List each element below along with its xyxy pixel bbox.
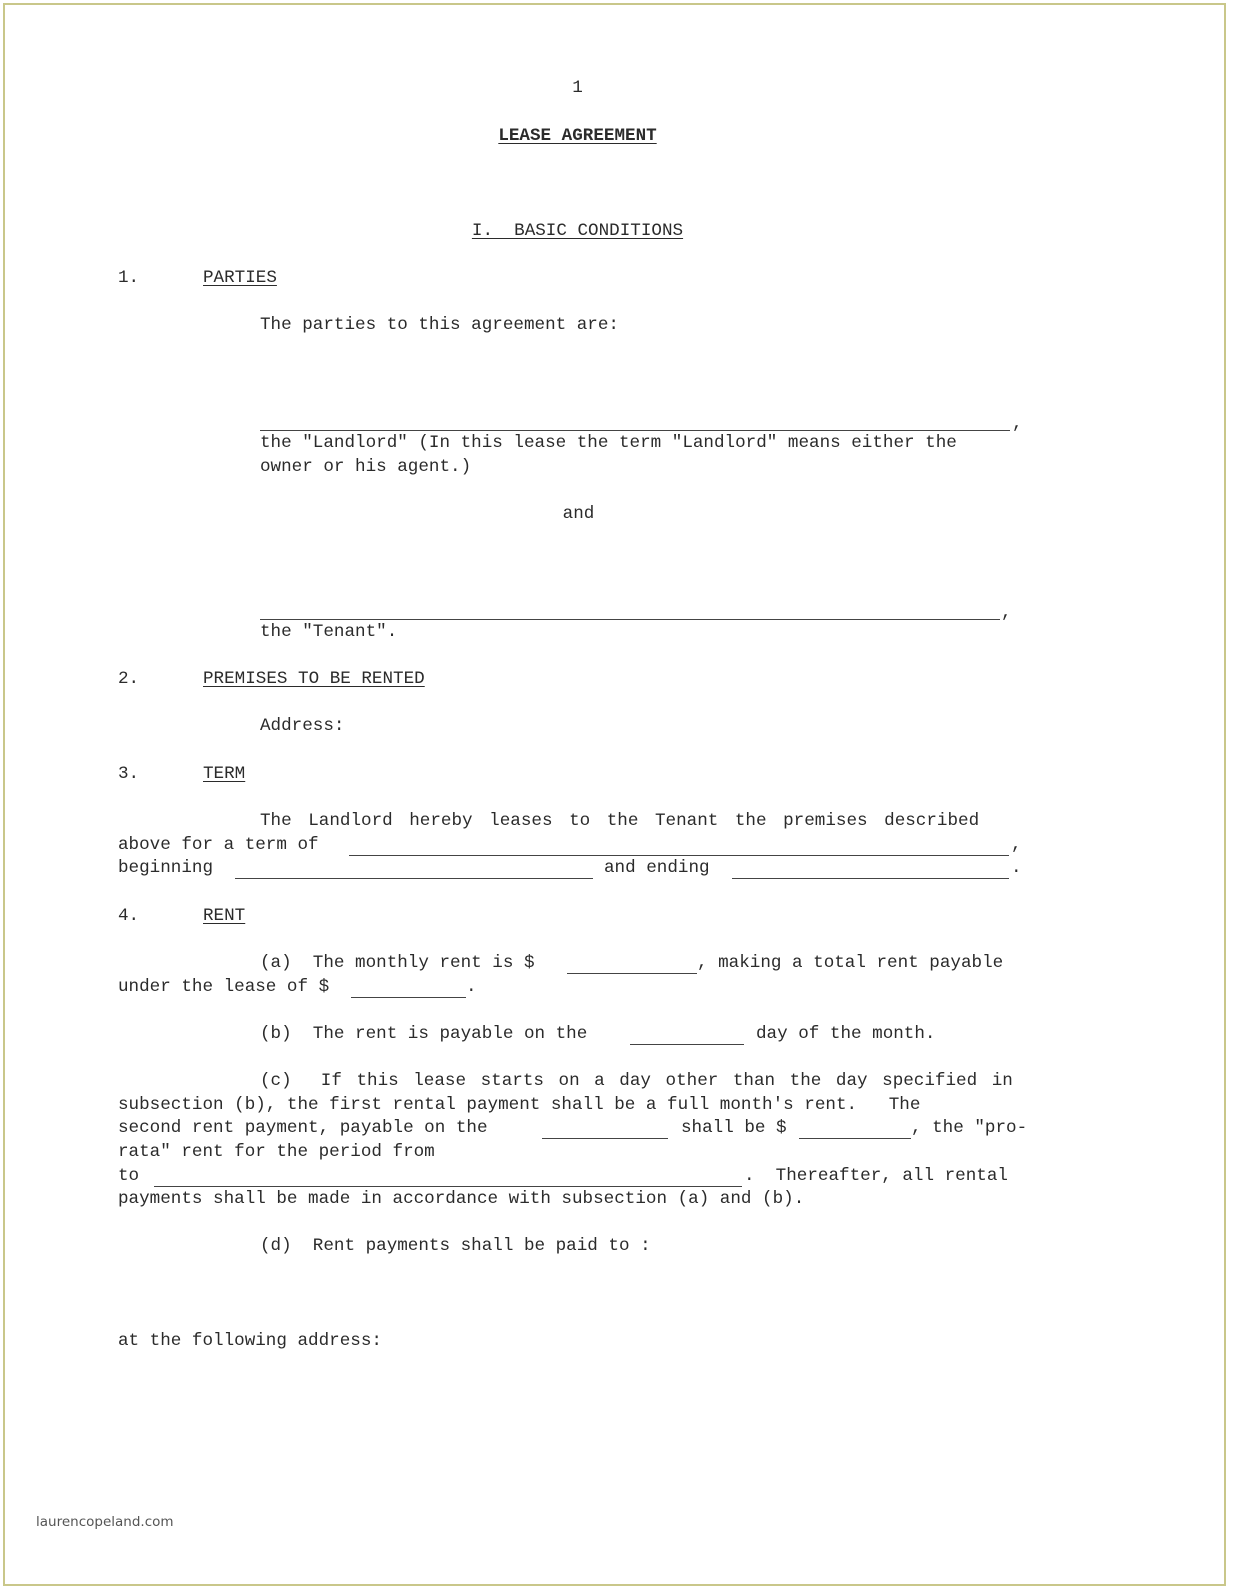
rent-b-text-2: day of the month.	[756, 1024, 936, 1044]
term-above-for: above for a term of	[118, 835, 319, 855]
parties-intro: The parties to this agreement are:	[260, 315, 619, 335]
rent-a-period: .	[466, 977, 477, 997]
rent-d-text: (d) Rent payments shall be paid to :	[260, 1236, 651, 1256]
section-4-number: 4.	[118, 906, 140, 926]
tenant-definition: the "Tenant".	[260, 622, 398, 642]
second-payment-date-blank[interactable]	[542, 1138, 668, 1139]
total-rent-blank[interactable]	[351, 997, 466, 998]
rent-c-text-5b: . Thereafter, all rental	[744, 1166, 1008, 1186]
term-length-blank[interactable]	[349, 855, 1009, 856]
prorata-amount-blank[interactable]	[799, 1138, 911, 1139]
landlord-name-blank[interactable]	[260, 430, 1010, 431]
term-end-date-blank[interactable]	[732, 878, 1009, 879]
landlord-text: the "Landlord" (In this lease the term "Landlord" means either the	[260, 433, 957, 453]
section-heading: I. BASIC CONDITIONS	[471, 221, 684, 241]
rent-a-text-1: (a) The monthly rent is $	[260, 953, 535, 973]
section-4-heading: RENT	[203, 906, 246, 926]
tenant-comma: ,	[1001, 603, 1012, 623]
premises-address-label: Address:	[260, 716, 345, 736]
rent-a-text-3: under the lease of $	[118, 977, 330, 997]
landlord-definition-line1	[260, 433, 1039, 453]
tenant-name-blank[interactable]	[260, 619, 1000, 620]
rent-c-line1	[260, 1071, 1039, 1091]
monthly-rent-blank[interactable]	[567, 973, 697, 974]
prorata-period-blank[interactable]	[154, 1186, 742, 1187]
and-connector: and	[562, 504, 595, 524]
landlord-definition-line2: owner or his agent.)	[260, 457, 472, 477]
term-line1	[260, 811, 1039, 831]
term-begin-date-blank[interactable]	[235, 878, 593, 879]
section-3-number: 3.	[118, 764, 140, 784]
following-address-label: at the following address:	[118, 1331, 382, 1351]
section-3-heading: TERM	[203, 764, 246, 784]
rent-c-text-1: (c) If this lease starts on a day other than the day specified in	[260, 1071, 1013, 1091]
term-text-1: The Landlord hereby leases to the Tenant the premises described	[260, 811, 980, 831]
rent-c-line4: rata" rent for the period from	[118, 1142, 435, 1162]
section-1-heading: PARTIES	[203, 268, 277, 288]
rent-b-text-1: (b) The rent is payable on the	[260, 1024, 588, 1044]
rent-c-text-3a: second rent payment, payable on the	[118, 1118, 488, 1138]
section-2-heading: PREMISES TO BE RENTED	[203, 669, 425, 689]
term-beginning-label: beginning	[118, 858, 214, 878]
rent-due-day-blank[interactable]	[630, 1044, 744, 1045]
rent-c-line2: subsection (b), the first rental payment shall be a full month's rent. The	[118, 1095, 921, 1115]
term-ending-label: and ending	[604, 858, 710, 878]
section-1-number: 1.	[118, 268, 140, 288]
page-number: 1	[572, 78, 583, 98]
document-title: LEASE AGREEMENT	[498, 126, 657, 146]
section-2-number: 2.	[118, 669, 140, 689]
term-comma: ,	[1011, 835, 1022, 855]
watermark-text: laurencopeland.com	[36, 1514, 174, 1530]
rent-a-text-2: , making a total rent payable	[697, 953, 1004, 973]
rent-c-line6: payments shall be made in accordance with subsection (a) and (b).	[118, 1189, 805, 1209]
rent-c-text-5a: to	[118, 1166, 140, 1186]
term-period: .	[1011, 858, 1022, 878]
rent-c-text-3c: , the "pro-	[911, 1118, 1028, 1138]
rent-c-text-3b: shall be $	[681, 1118, 787, 1138]
landlord-comma: ,	[1012, 414, 1023, 434]
